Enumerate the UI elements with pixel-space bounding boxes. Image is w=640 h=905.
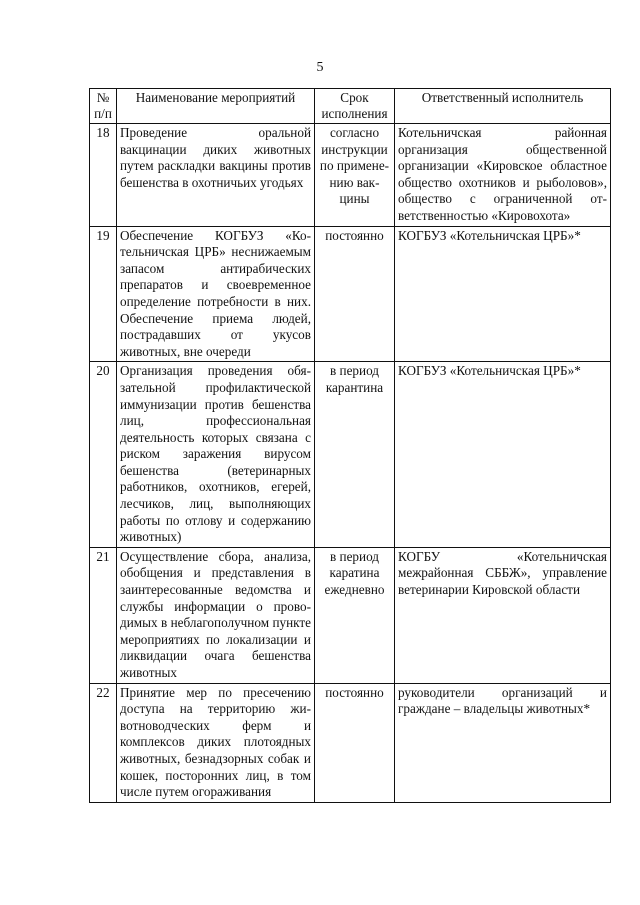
measure-name: Осуществление сбора, анализа, обобщения и представления в заинтересованные ведомства и службы информации о проводимых в неблагополучном пункте мероприятиях по локализации и ликвидации очага бешенства животных bbox=[117, 547, 315, 683]
table-row bbox=[90, 547, 611, 683]
table-row bbox=[90, 362, 611, 548]
table-row bbox=[90, 226, 611, 362]
table-row bbox=[90, 683, 611, 802]
header-term: Срок исполнения bbox=[315, 89, 395, 124]
measure-responsible: КОГБУЗ «Котельничская ЦРБ»* bbox=[395, 362, 611, 548]
measure-term: согласно инструкции по применению вакцины bbox=[315, 124, 395, 227]
row-number: 21 bbox=[90, 547, 117, 683]
measure-term: постоянно bbox=[315, 226, 395, 362]
header-responsible: Ответственный исполнитель bbox=[395, 89, 611, 124]
measure-name: Организация проведения обязательной профилактической иммунизации против бешенства лиц, профессиональная деятельность которых связана с риском заражения вирусом бешенства (ветеринарных работников, охотников, егерей, лесчиков, лиц, выполняющих работы по отлову и содержанию животных) bbox=[117, 362, 315, 548]
row-number: 20 bbox=[90, 362, 117, 548]
measures-table bbox=[89, 88, 611, 803]
row-number: 18 bbox=[90, 124, 117, 227]
measure-responsible: Котельничская районная организация общественной организации «Кировское областное общество охотников и рыболовов», общество с ограниченной ответственностью «Кировохота» bbox=[395, 124, 611, 227]
measure-name: Обеспечение КОГБУЗ «Котельничская ЦРБ» неснижаемым запасом антирабических препаратов и своевременное определение потребности в них. Обеспечение приема людей, пострадавших от укусов животных, вне очереди bbox=[117, 226, 315, 362]
row-number: 22 bbox=[90, 683, 117, 802]
header-num: № п/п bbox=[90, 89, 117, 124]
measure-name: Проведение оральной вакцинации диких животных путем раскладки вакцины против бешенства в охотничьих угодьях bbox=[117, 124, 315, 227]
measure-responsible: КОГБУЗ «Котельничская ЦРБ»* bbox=[395, 226, 611, 362]
measure-term: постоянно bbox=[315, 683, 395, 802]
measure-responsible: КОГБУ «Котельничская межрайонная СББЖ», управление ветеринарии Кировской области bbox=[395, 547, 611, 683]
table-row bbox=[90, 124, 611, 227]
header-name: Наименование мероприятий bbox=[117, 89, 315, 124]
row-number: 19 bbox=[90, 226, 117, 362]
measure-term: в период каратина ежедневно bbox=[315, 547, 395, 683]
measure-term: в период карантина bbox=[315, 362, 395, 548]
page-number: 5 bbox=[316, 60, 324, 75]
measure-responsible: руководители организаций и граждане – владельцы животных* bbox=[395, 683, 611, 802]
table-header-row bbox=[90, 89, 611, 124]
measure-name: Принятие мер по пресечению доступа на территорию животноводческих ферм и комплексов диких плотоядных животных, безнадзорных собак и кошек, посторонних лиц, в том числе путем огораживания bbox=[117, 683, 315, 802]
